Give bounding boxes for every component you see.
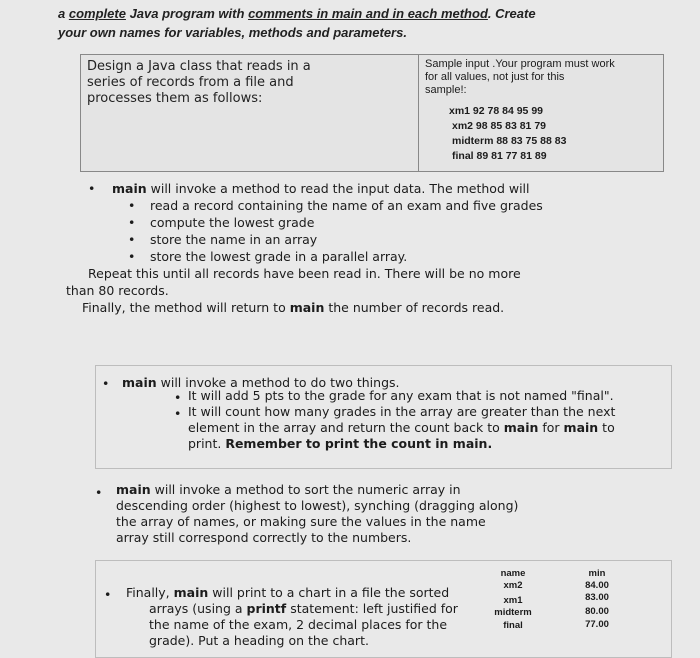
bullet-icon: • xyxy=(128,232,136,247)
list-item-continued: element in the array and return the count back to main for main to xyxy=(188,420,615,435)
finally-line: Finally, the method will return to main the number of records read. xyxy=(82,300,505,315)
intro-table xyxy=(80,54,664,172)
bullet-icon: • xyxy=(104,587,112,602)
list-item-continued: print. Remember to print the count in main. xyxy=(188,436,493,451)
bullet-icon: • xyxy=(102,376,110,391)
record-line: xm2 98 85 83 81 79 xyxy=(452,120,546,132)
list-item: It will add 5 pts to the grade for any exam that is not named "final". xyxy=(188,388,614,403)
list-item: read a record containing the name of an exam and five grades xyxy=(150,198,543,213)
section-sort xyxy=(95,474,519,549)
section2-lead: main will invoke a method to do two things. xyxy=(122,375,400,390)
list-item: It will count how many grades in the array are greater than the next xyxy=(188,404,616,419)
bullet-icon: • xyxy=(174,390,182,405)
record-line: midterm 88 83 75 88 83 xyxy=(452,135,567,147)
assignment-header xyxy=(58,4,688,42)
sample-records xyxy=(449,104,566,164)
list-item: compute the lowest grade xyxy=(150,215,315,230)
repeat-line-2: than 80 records. xyxy=(66,283,169,298)
record-line: xm1 92 78 84 95 99 xyxy=(449,105,543,117)
header-line-1: a complete Java program with comments in main and in each method. Create xyxy=(58,6,536,21)
bullet-icon: • xyxy=(174,406,182,421)
chart-name: xm2 xyxy=(503,580,523,591)
table-divider xyxy=(418,55,419,171)
repeat-line-1: Repeat this until all records have been read in. There will be no more xyxy=(88,266,521,281)
record-line: final 89 81 77 81 89 xyxy=(452,150,547,162)
chart-header-name: name xyxy=(500,568,526,579)
bullet-icon: • xyxy=(128,249,136,264)
chart-min: 84.00 xyxy=(585,580,609,591)
bullet-icon: • xyxy=(88,181,96,196)
chart-name: final xyxy=(503,620,523,631)
section3-text: main will invoke a method to sort the numeric array in descending order (highest to lowest), synching (dragging along) the array of names, or making sure the values in the name array still correspond correctly to the numbers. xyxy=(116,482,519,545)
chart-min: 77.00 xyxy=(585,619,609,630)
design-description: Design a Java class that reads in a series of records from a file and processes them as follows: xyxy=(87,59,311,106)
bullet-icon: • xyxy=(95,485,103,500)
section1-lead: main will invoke a method to read the input data. The method will xyxy=(112,181,530,196)
list-item: store the lowest grade in a parallel array. xyxy=(150,249,408,264)
section-adjust-grades xyxy=(95,365,672,469)
chart-min: 80.00 xyxy=(585,606,609,617)
bullet-icon: • xyxy=(128,198,136,213)
chart-min: 83.00 xyxy=(585,592,609,603)
section4-text: Finally, main will print to a chart in a file the sorted arrays (using a printf statement: left justified for the name of the exam, 2 decimal places for the grade). Put a heading on the chart. xyxy=(126,585,458,648)
header-line-2: your own names for variables, methods and parameters. xyxy=(58,25,407,40)
chart-name: xm1 xyxy=(503,595,523,606)
chart-name: midterm xyxy=(494,607,532,618)
bullet-icon: • xyxy=(128,215,136,230)
sample-input-note: Sample input .Your program must work for all values, not just for this sample!: xyxy=(425,58,615,96)
chart-header-min: min xyxy=(588,568,606,579)
list-item: store the name in an array xyxy=(150,232,318,247)
